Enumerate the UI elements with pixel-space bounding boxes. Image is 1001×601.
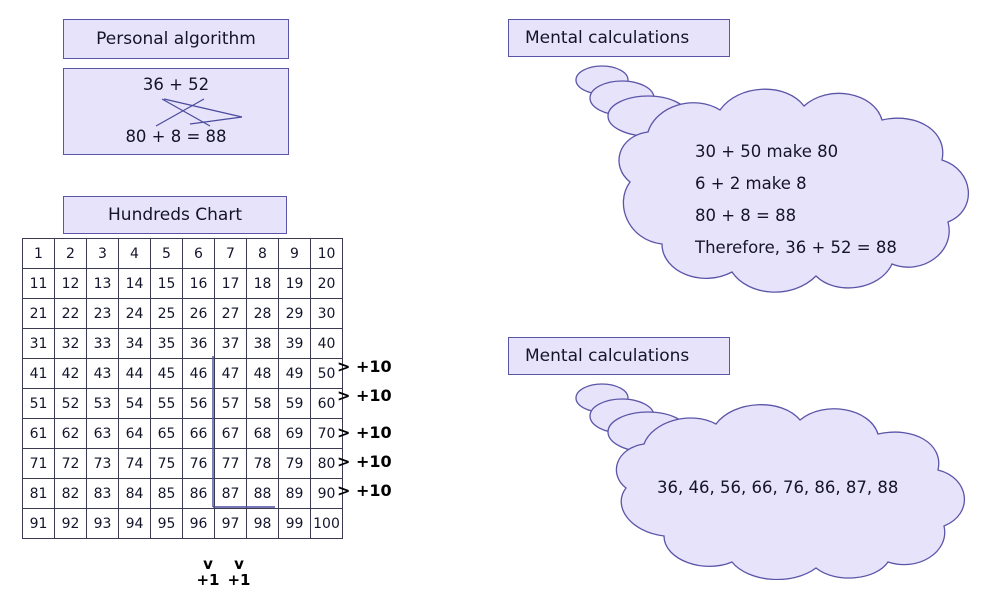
plus-ten-label: +10 [355, 452, 392, 471]
chart-cell[interactable]: 40 [311, 329, 343, 359]
table-row [23, 449, 343, 479]
chart-cell[interactable]: 87 [215, 479, 247, 509]
chart-cell[interactable]: 45 [151, 359, 183, 389]
mental-calculations-title-1: Mental calculations [508, 19, 730, 57]
chart-cell[interactable]: 60 [311, 389, 343, 419]
chart-cell[interactable]: 57 [215, 389, 247, 419]
chart-cell[interactable]: 68 [247, 419, 279, 449]
chart-cell[interactable]: 56 [183, 389, 215, 419]
mental-calculations-title-2: Mental calculations [508, 337, 730, 375]
chart-cell[interactable]: 31 [23, 329, 55, 359]
chart-cell[interactable]: 55 [151, 389, 183, 419]
calc-line: 36, 46, 56, 66, 76, 86, 87, 88 [657, 478, 899, 497]
chart-cell[interactable]: 88 [247, 479, 279, 509]
chart-cell[interactable]: 30 [311, 299, 343, 329]
chart-cell[interactable]: 63 [87, 419, 119, 449]
chart-cell[interactable]: 59 [279, 389, 311, 419]
chart-cell[interactable]: 97 [215, 509, 247, 539]
plus-one-label: +1 [196, 570, 220, 589]
chart-cell[interactable]: 19 [279, 269, 311, 299]
chart-cell[interactable]: 86 [183, 479, 215, 509]
calc-line: 6 + 2 make 8 [695, 174, 807, 193]
hundreds-chart-table [22, 238, 343, 539]
chart-cell[interactable]: 84 [119, 479, 151, 509]
chevron-down-icon: v [234, 555, 244, 573]
chart-cell[interactable]: 72 [55, 449, 87, 479]
chart-cell[interactable]: 83 [87, 479, 119, 509]
chart-cell[interactable]: 73 [87, 449, 119, 479]
table-row [23, 509, 343, 539]
chart-cell[interactable]: 26 [183, 299, 215, 329]
chart-cell[interactable]: 77 [215, 449, 247, 479]
chart-cell[interactable]: 69 [279, 419, 311, 449]
chart-cell[interactable]: 7 [215, 239, 247, 269]
chart-cell[interactable]: 50 [311, 359, 343, 389]
chart-cell[interactable]: 90 [311, 479, 343, 509]
chart-cell[interactable]: 2 [55, 239, 87, 269]
plus-one-annotation-1 [191, 557, 225, 589]
chart-cell[interactable]: 14 [119, 269, 151, 299]
chart-cell[interactable]: 100 [311, 509, 343, 539]
chart-cell[interactable]: 38 [247, 329, 279, 359]
chart-cell[interactable]: 28 [247, 299, 279, 329]
chart-cell[interactable]: 21 [23, 299, 55, 329]
chart-cell[interactable]: 39 [279, 329, 311, 359]
plus-ten-label: +10 [355, 357, 392, 376]
chart-cell[interactable]: 37 [215, 329, 247, 359]
chart-cell[interactable]: 52 [55, 389, 87, 419]
chart-cell[interactable]: 81 [23, 479, 55, 509]
chart-cell[interactable]: 49 [279, 359, 311, 389]
chart-cell[interactable]: 17 [215, 269, 247, 299]
chart-cell[interactable]: 9 [279, 239, 311, 269]
chart-cell[interactable]: 65 [151, 419, 183, 449]
chevron-right-icon: > [337, 423, 351, 442]
plus-ten-annotation-2 [337, 386, 392, 405]
chevron-right-icon: > [337, 357, 351, 376]
personal-algorithm-title: Personal algorithm [63, 19, 289, 59]
chevron-right-icon: > [337, 452, 351, 471]
chart-cell[interactable]: 76 [183, 449, 215, 479]
chart-cell[interactable]: 94 [119, 509, 151, 539]
chart-cell[interactable]: 85 [151, 479, 183, 509]
chart-cell[interactable]: 12 [55, 269, 87, 299]
table-row [23, 359, 343, 389]
chart-cell[interactable]: 24 [119, 299, 151, 329]
chart-cell[interactable]: 99 [279, 509, 311, 539]
plus-ten-annotation-1 [337, 357, 392, 376]
plus-ten-label: +10 [355, 386, 392, 405]
chart-cell[interactable]: 93 [87, 509, 119, 539]
personal-algorithm-equation-top: 36 + 52 [142, 75, 210, 94]
chart-cell[interactable]: 29 [279, 299, 311, 329]
chart-cell[interactable]: 16 [183, 269, 215, 299]
plus-one-annotation-2 [222, 557, 256, 589]
chart-cell[interactable]: 61 [23, 419, 55, 449]
chart-cell[interactable]: 27 [215, 299, 247, 329]
plus-ten-label: +10 [355, 423, 392, 442]
table-row [23, 389, 343, 419]
chart-cell[interactable]: 54 [119, 389, 151, 419]
calc-line: 80 + 8 = 88 [695, 206, 797, 225]
plus-ten-annotation-3 [337, 423, 392, 442]
chart-cell[interactable]: 8 [247, 239, 279, 269]
chart-cell[interactable]: 80 [311, 449, 343, 479]
hundreds-chart-title: Hundreds Chart [63, 196, 287, 234]
chart-cell[interactable]: 18 [247, 269, 279, 299]
calc-line: 30 + 50 make 80 [695, 142, 839, 161]
table-row [23, 329, 343, 359]
chart-cell[interactable]: 44 [119, 359, 151, 389]
chart-cell[interactable]: 22 [55, 299, 87, 329]
chart-cell[interactable]: 95 [151, 509, 183, 539]
plus-ten-label: +10 [355, 481, 392, 500]
mental-calculations-lines-1 [695, 136, 897, 264]
chart-cell[interactable]: 6 [183, 239, 215, 269]
chart-cell[interactable]: 42 [55, 359, 87, 389]
chart-cell[interactable]: 43 [87, 359, 119, 389]
chart-cell[interactable]: 92 [55, 509, 87, 539]
chart-cell[interactable]: 53 [87, 389, 119, 419]
chart-cell[interactable]: 20 [311, 269, 343, 299]
chart-cell[interactable]: 51 [23, 389, 55, 419]
table-row [23, 419, 343, 449]
personal-algorithm-equation-bottom: 80 + 8 = 88 [125, 127, 227, 146]
chart-cell[interactable]: 67 [215, 419, 247, 449]
chart-cell[interactable]: 3 [87, 239, 119, 269]
plus-one-label: +1 [227, 570, 251, 589]
mental-calculations-lines-2 [657, 478, 898, 497]
calc-line: Therefore, 36 + 52 = 88 [695, 238, 897, 257]
chart-cell[interactable]: 11 [23, 269, 55, 299]
chart-cell[interactable]: 78 [247, 449, 279, 479]
chart-cell[interactable]: 66 [183, 419, 215, 449]
plus-ten-annotation-5 [337, 481, 392, 500]
table-row [23, 479, 343, 509]
chart-cell[interactable]: 32 [55, 329, 87, 359]
hundreds-chart [22, 238, 343, 539]
chevron-right-icon: > [337, 481, 351, 500]
chart-cell[interactable]: 35 [151, 329, 183, 359]
personal-algorithm-panel [63, 68, 289, 155]
chart-cell[interactable]: 10 [311, 239, 343, 269]
chart-cell[interactable]: 47 [215, 359, 247, 389]
chart-cell[interactable]: 5 [151, 239, 183, 269]
table-row [23, 269, 343, 299]
chart-cell[interactable]: 13 [87, 269, 119, 299]
chart-cell[interactable]: 48 [247, 359, 279, 389]
chart-cell[interactable]: 4 [119, 239, 151, 269]
chart-cell[interactable]: 23 [87, 299, 119, 329]
chart-cell[interactable]: 98 [247, 509, 279, 539]
table-row [23, 299, 343, 329]
table-row [23, 239, 343, 269]
chart-cell[interactable]: 46 [183, 359, 215, 389]
chart-cell[interactable]: 36 [183, 329, 215, 359]
chart-cell[interactable]: 58 [247, 389, 279, 419]
chart-cell[interactable]: 25 [151, 299, 183, 329]
chart-cell[interactable]: 41 [23, 359, 55, 389]
chevron-right-icon: > [337, 386, 351, 405]
chart-cell[interactable]: 82 [55, 479, 87, 509]
chart-cell[interactable]: 79 [279, 449, 311, 479]
chart-cell[interactable]: 74 [119, 449, 151, 479]
chart-cell[interactable]: 64 [119, 419, 151, 449]
chart-cell[interactable]: 34 [119, 329, 151, 359]
chart-cell[interactable]: 96 [183, 509, 215, 539]
chart-cell[interactable]: 75 [151, 449, 183, 479]
chart-cell[interactable]: 70 [311, 419, 343, 449]
chart-cell[interactable]: 62 [55, 419, 87, 449]
chart-cell[interactable]: 91 [23, 509, 55, 539]
chart-cell[interactable]: 15 [151, 269, 183, 299]
plus-ten-annotation-4 [337, 452, 392, 471]
chart-cell[interactable]: 89 [279, 479, 311, 509]
chart-cell[interactable]: 33 [87, 329, 119, 359]
chart-cell[interactable]: 1 [23, 239, 55, 269]
chart-cell[interactable]: 71 [23, 449, 55, 479]
chevron-down-icon: v [203, 555, 213, 573]
